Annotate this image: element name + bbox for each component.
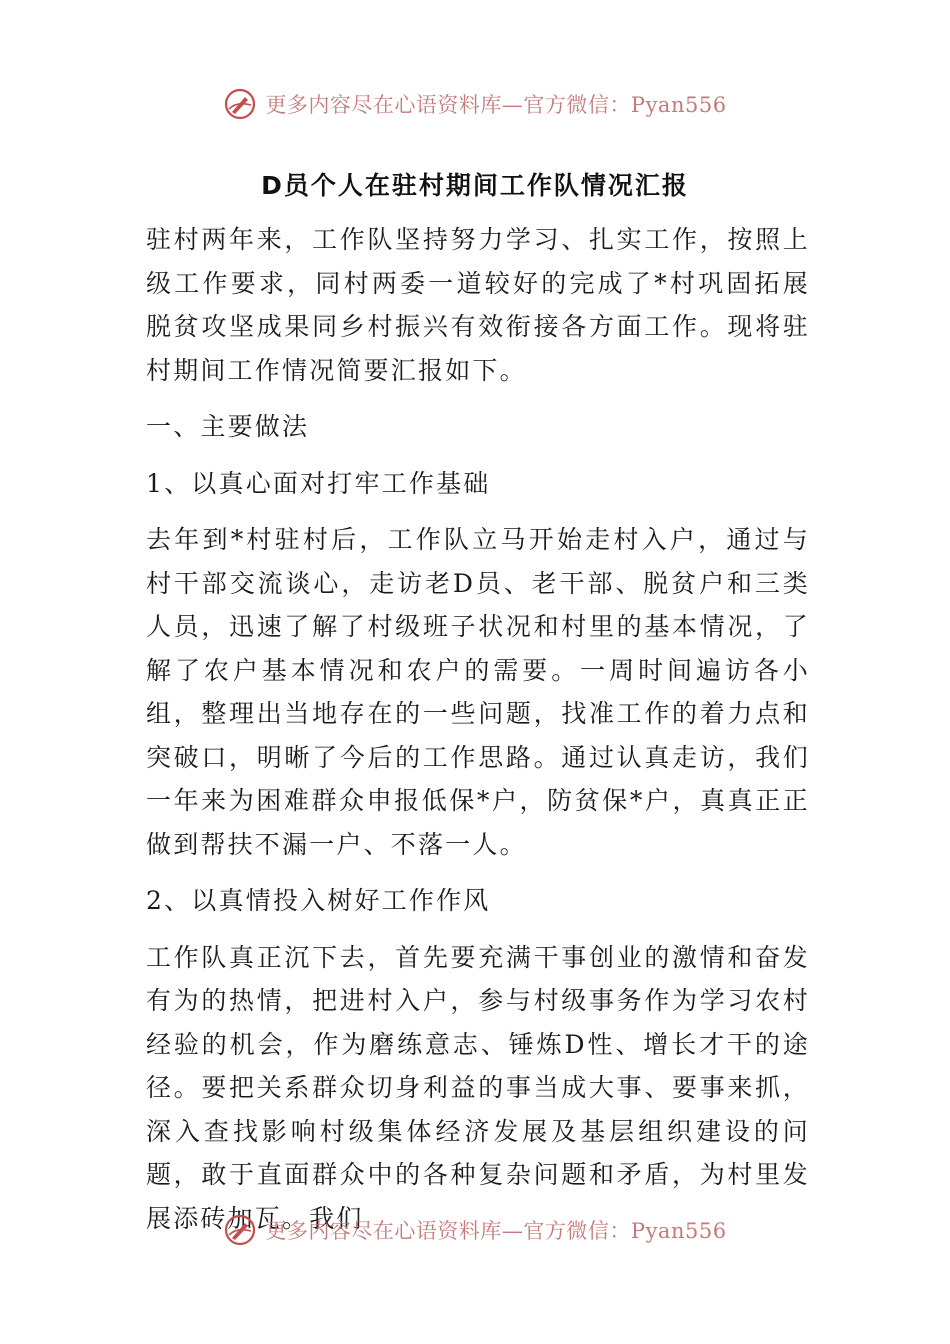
footer-banner-text: 更多内容尽在心语资料库—官方微信：Pyan556 — [265, 1219, 727, 1243]
document-body — [146, 218, 810, 1253]
document-title: D员个人在驻村期间工作队情况汇报 — [261, 171, 689, 200]
pen-logo-icon — [223, 1213, 257, 1247]
section-heading-main-practices: 一、主要做法 — [146, 412, 310, 441]
header-banner-text: 更多内容尽在心语资料库—官方微信：Pyan556 — [265, 93, 727, 117]
subheading-2: 2、以真情投入树好工作作风 — [146, 886, 491, 915]
pen-logo-icon — [223, 87, 257, 121]
header-watermark-banner — [0, 84, 950, 124]
intro-paragraph: 驻村两年来，工作队坚持努力学习、扎实工作，按照上级工作要求，同村两委一道较好的完成了*村巩固拓展脱贫攻坚成果同乡村振兴有效衔接各方面工作。现将驻村期间工作情况简要汇报如下。 — [146, 225, 810, 385]
body-paragraph-1: 去年到*村驻村后，工作队立马开始走村入户，通过与村干部交流谈心，走访老D员、老干部、脱贫户和三类人员，迅速了解了村级班子状况和村里的基本情况，了解了农户基本情况和农户的需要。一周时间遍访各小组，整理出当地存在的一些问题，找准工作的着力点和突破口，明晰了今后的工作思路。通过认真走访，我们一年来为困难群众申报低保*户，防贫保*户，真真正正做到帮扶不漏一户、不落一人。 — [146, 525, 810, 859]
footer-watermark-banner — [0, 1210, 950, 1250]
body-paragraph-2: 工作队真正沉下去，首先要充满干事创业的激情和奋发有为的热情，把进村入户，参与村级事务作为学习农村经验的机会，作为磨练意志、锤炼D性、增长才干的途径。要把关系群众切身利益的事当成大事、要事来抓，深入查找影响村级集体经济发展及基层组织建设的问题，敢于直面群众中的各种复杂问题和矛盾，为村里发展添砖加瓦。我们 — [146, 942, 810, 1233]
subheading-1: 1、以真心面对打牢工作基础 — [146, 468, 491, 498]
